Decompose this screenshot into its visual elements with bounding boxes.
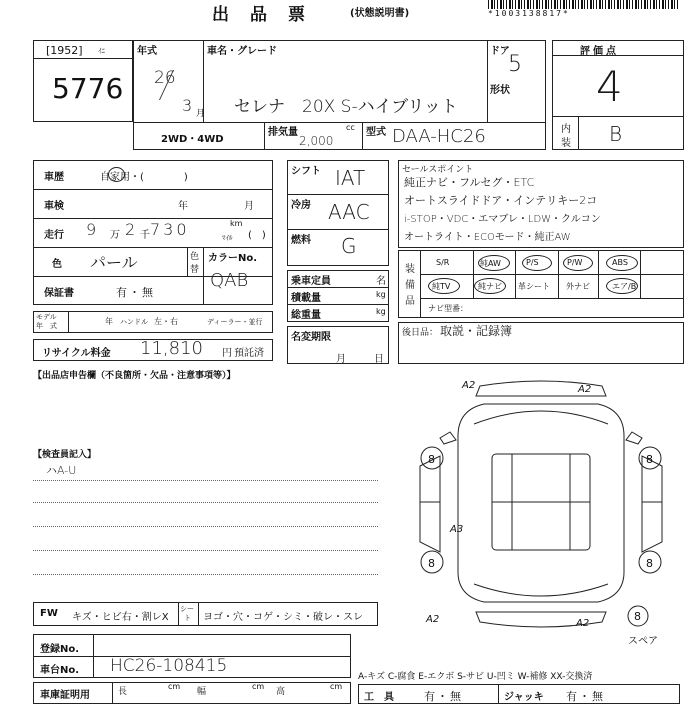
interior-label-2: 装	[561, 138, 571, 149]
door-count: 5	[508, 52, 522, 77]
mileage-unit-km: km	[230, 219, 243, 228]
equipment-item-navi: 純ナビ	[478, 282, 502, 291]
capacity-label: 乗車定員	[291, 276, 331, 287]
fuel-label: 燃料	[291, 235, 311, 246]
sales-point-line-2: オートスライドドア・インテリキー2コ	[404, 194, 598, 207]
width-label: 幅	[197, 687, 207, 697]
model-year-label-2: 年 式	[36, 322, 57, 330]
sales-points-label: セールスポイント	[402, 165, 474, 175]
mileage-man-unit: 万	[110, 230, 120, 241]
seat-label-2: ト	[184, 614, 191, 622]
tire-depth-front-right: 8	[646, 453, 653, 466]
barcode	[488, 0, 680, 9]
damage-legend: A-キズ C-腐食 E-エクボ S-サビ U-凹ミ W-補修 XX-交換済	[358, 672, 593, 682]
nenshiki-label: 年式	[137, 46, 157, 57]
month-value: 3	[182, 96, 193, 115]
rear-items-label: 後日品：	[402, 328, 439, 338]
load-label: 積載量	[291, 293, 321, 304]
ac-label: 冷房	[291, 200, 311, 211]
fuel-value: G	[341, 234, 357, 258]
tire-depth-rear-right: 8	[646, 557, 653, 570]
registration-deadline-label: 名変期限	[291, 332, 331, 343]
equipment-item-ext-navi: 外ナビ	[566, 282, 590, 291]
inspection-year-unit: 年	[178, 201, 188, 212]
equipment-item-pw: P/W	[567, 258, 583, 267]
door-label: ドア	[490, 46, 510, 57]
color-value: パール	[90, 253, 138, 272]
load-unit: kg	[376, 290, 386, 299]
damage-mark-side-left: A3	[450, 524, 464, 535]
shift-label: シフト	[291, 166, 321, 177]
mileage-man-digit: 9	[86, 220, 97, 239]
model-year-label-1: モデル	[36, 313, 57, 321]
handle-label: ハンドル	[120, 318, 148, 326]
equipment-item-ps: P/S	[526, 258, 539, 267]
warranty-label: 保証書	[44, 288, 74, 299]
tools-value: 有・無	[424, 690, 463, 703]
seller-remarks-label: 【出品店申告欄（不良箇所・欠品・注意事項等）】	[33, 371, 236, 381]
equipment-item-sr: S/R	[436, 258, 450, 267]
shift-value: IAT	[335, 166, 366, 190]
width-unit: cm	[252, 682, 265, 691]
displacement-value: 2,000	[299, 134, 334, 148]
handle-value: 左・右	[154, 317, 178, 326]
height-unit: cm	[330, 682, 343, 691]
gross-unit: kg	[376, 307, 386, 316]
model-value: DAA-HC26	[392, 126, 486, 147]
length-label: 長	[118, 687, 128, 697]
vehicle-name: セレナ 20X S-ハイブリット	[234, 97, 458, 117]
equipment-item-airbag: エア/B	[612, 282, 637, 291]
fw-value: キズ・ヒビ右・割レX	[72, 612, 169, 623]
registration-month-unit: 月	[336, 354, 346, 365]
color-change-label-2: 替	[190, 265, 200, 275]
height-label: 高	[276, 687, 286, 697]
sales-point-line-3: i-STOP・VDC・エマブレ・LDW・クルコン	[404, 214, 601, 225]
drive-label: 2WD・4WD	[161, 134, 224, 145]
inspection-month-unit: 月	[244, 201, 254, 212]
damage-mark-rear-right: A2	[576, 618, 590, 629]
recycle-value: 11,810	[140, 338, 203, 359]
tire-depth-spare: 8	[634, 610, 641, 623]
equipment-label-3: 品	[405, 296, 415, 307]
color-change-label-1: 色	[190, 252, 200, 262]
color-label: 色	[52, 259, 62, 270]
lot-code: [1952]	[46, 44, 83, 57]
car-damage-diagram	[400, 372, 690, 634]
jack-label: ジャッキ	[504, 692, 544, 703]
vehicle-name-label: 車名・グレード	[207, 46, 277, 57]
spare-label: スペア	[628, 636, 658, 647]
history-mark	[108, 167, 125, 182]
jack-value: 有・無	[566, 690, 605, 703]
recycle-label: リサイクル料金	[42, 348, 111, 359]
damage-mark-rear-left: A2	[426, 614, 440, 625]
recycle-status: 預託済	[234, 348, 264, 359]
mileage-unit-mile: ﾏｲﾙ	[222, 234, 233, 242]
body-label: 形状	[490, 85, 510, 96]
registration-no-label: 登録No.	[40, 644, 80, 655]
model-year-unit: 年	[105, 317, 113, 326]
equipment-label-2: 備	[405, 280, 415, 291]
document-subtitle: (状態説明書)	[350, 8, 410, 19]
equipment-label-1: 装	[405, 264, 415, 275]
inspector-note: ハA-U	[46, 464, 77, 477]
navi-model-label: ナビ型番：	[428, 304, 468, 313]
ac-value: AAC	[328, 200, 370, 224]
lot-number: 5776	[52, 72, 124, 105]
chassis-no-value: HC26-108415	[110, 656, 228, 676]
registration-day-unit: 日	[374, 354, 384, 365]
seat-value: ヨゴ・穴・コゲ・シミ・破レ・スレ	[203, 612, 363, 623]
inspector-remarks-label: 【検査員記入】	[33, 450, 97, 460]
document-title: 出 品 票	[212, 5, 307, 25]
equipment-item-leather: 革シート	[518, 282, 550, 291]
length-unit: cm	[168, 682, 181, 691]
interior-label-1: 内	[561, 124, 571, 135]
sales-point-line-4: オートライト・ECOモード・純正AW	[404, 232, 571, 243]
lot-code-suffix: ｲﾆ	[98, 47, 105, 55]
fw-label: FW	[40, 608, 58, 619]
sales-point-line-1: 純正ナビ・フルセグ・ETC	[404, 176, 535, 189]
displacement-label: 排気量	[268, 127, 298, 138]
equipment-item-tv: 純TV	[432, 282, 451, 291]
seat-label-1: シー	[180, 605, 194, 613]
color-no-label: カラーNo.	[208, 253, 258, 264]
mileage-rest: 730	[150, 220, 190, 239]
barcode-number: *1003138817*	[488, 9, 570, 18]
gross-label: 総重量	[291, 310, 321, 321]
tire-depth-rear-left: 8	[428, 557, 435, 570]
mileage-sen-digit: 2	[125, 220, 136, 239]
garage-cert-label: 車庫証明用	[40, 690, 90, 701]
tools-label: 工 具	[364, 692, 394, 703]
displacement-unit: cc	[346, 123, 355, 132]
capacity-unit: 名	[376, 276, 386, 287]
score-value: 4	[596, 62, 623, 111]
history-value: 自家用・( )	[100, 172, 188, 183]
interior-value: B	[609, 122, 623, 146]
rear-items-value: 取説・記録簿	[440, 324, 513, 338]
equipment-item-abs: ABS	[612, 258, 628, 267]
mileage-label: 走行	[44, 230, 64, 241]
color-no: QAB	[210, 270, 249, 291]
equipment-item-aw: 純AW	[480, 259, 501, 268]
dealer-label: ディーラー・並行	[207, 318, 263, 326]
recycle-unit: 円	[222, 348, 232, 359]
mileage-sen-unit: 千	[140, 230, 150, 241]
chassis-no-label: 車台No.	[40, 665, 80, 676]
inspection-label: 車検	[44, 201, 64, 212]
tire-depth-front-left: 8	[428, 453, 435, 466]
model-label: 型式	[366, 127, 386, 138]
damage-mark-front-left: A2	[462, 380, 476, 391]
year-value: 26	[154, 68, 176, 88]
warranty-value: 有・無	[116, 286, 155, 299]
score-label: 評価点	[580, 46, 619, 57]
damage-mark-front-right: A2	[578, 384, 592, 395]
month-unit: 月	[196, 109, 206, 119]
history-label: 車歴	[44, 172, 64, 183]
